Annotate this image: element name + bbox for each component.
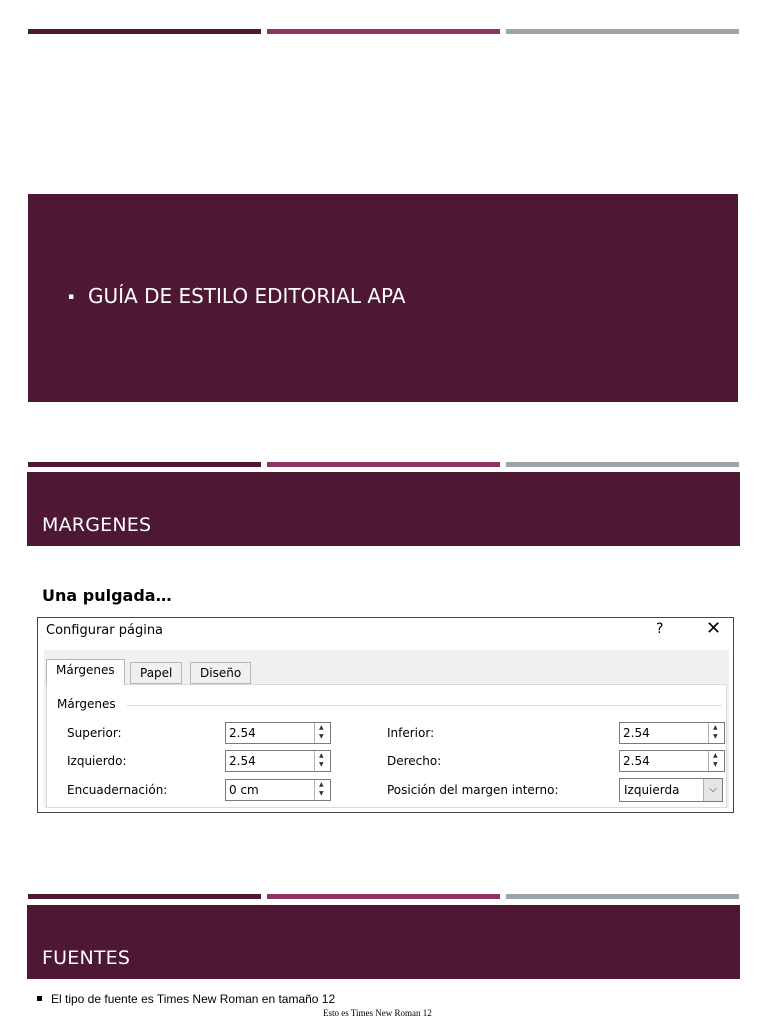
spin-up-icon[interactable]: ▲: [319, 724, 324, 731]
tab-strip: [44, 650, 729, 680]
title-slide-banner: [28, 194, 738, 402]
help-icon[interactable]: ?: [656, 621, 664, 637]
top-stripe-magenta: [267, 29, 500, 34]
fuentes-stripe-magenta: [267, 894, 500, 899]
tab-margenes[interactable]: Márgenes: [46, 659, 125, 685]
inferior-spinner[interactable]: [619, 722, 725, 744]
label-superior: Superior:: [67, 726, 122, 740]
margenes-banner: [27, 472, 740, 546]
spin-up-icon[interactable]: ▲: [319, 781, 324, 788]
dialog-body: [44, 650, 729, 808]
group-divider: [127, 705, 722, 706]
fuentes-stripe-dark: [28, 894, 261, 899]
spin-up-icon[interactable]: ▲: [713, 752, 718, 759]
margenes-title: MARGENES: [42, 514, 152, 536]
title-bullet-icon: ▪: [68, 292, 75, 302]
spin-up-icon[interactable]: ▲: [319, 752, 324, 759]
section-stripe-grey: [506, 462, 739, 467]
spin-down-icon[interactable]: ▼: [319, 733, 324, 740]
spin-up-icon[interactable]: ▲: [713, 724, 718, 731]
inferior-spin-buttons[interactable]: [708, 723, 724, 743]
posicion-select[interactable]: [619, 778, 723, 802]
tab-diseno[interactable]: Diseño: [190, 662, 251, 684]
fuentes-bullet-text: El tipo de fuente es Times New Roman en tamaño 12: [51, 992, 336, 1006]
spin-down-icon[interactable]: ▼: [713, 761, 718, 768]
izquierdo-spin-buttons[interactable]: [314, 751, 330, 771]
dialog-title: Configurar página: [46, 623, 164, 638]
derecho-spinner[interactable]: [619, 750, 725, 772]
tab-papel[interactable]: Papel: [130, 662, 182, 684]
superior-value: 2.54: [229, 726, 256, 740]
superior-spin-buttons[interactable]: [314, 723, 330, 743]
encuadernacion-spinner[interactable]: [225, 779, 331, 801]
encuadernacion-value: 0 cm: [229, 783, 259, 797]
derecho-spin-buttons[interactable]: [708, 751, 724, 771]
derecho-value: 2.54: [623, 754, 650, 768]
label-derecho: Derecho:: [387, 754, 442, 768]
spin-down-icon[interactable]: ▼: [319, 790, 324, 797]
page-setup-dialog: [37, 617, 734, 813]
label-inferior: Inferior:: [387, 726, 435, 740]
label-posicion: Posición del margen interno:: [387, 783, 559, 797]
encuadernacion-spin-buttons[interactable]: [314, 780, 330, 800]
label-encuadernacion: Encuadernación:: [67, 783, 168, 797]
section-stripe-magenta: [267, 462, 500, 467]
chevron-down-icon[interactable]: ⌵: [703, 779, 722, 801]
margenes-subheading: Una pulgada…: [42, 586, 172, 605]
fuentes-bullet: [37, 992, 335, 1006]
square-bullet-icon: [37, 996, 42, 1001]
label-izquierdo: Izquierdo:: [67, 754, 127, 768]
fuentes-banner: [27, 905, 740, 979]
times-new-roman-sample: Esto es Times New Roman 12: [323, 1008, 432, 1018]
fuentes-title: FUENTES: [42, 947, 131, 969]
spin-down-icon[interactable]: ▼: [713, 733, 718, 740]
fuentes-stripe-grey: [506, 894, 739, 899]
spin-down-icon[interactable]: ▼: [319, 761, 324, 768]
top-stripe-grey: [506, 29, 739, 34]
close-icon[interactable]: ✕: [706, 618, 722, 639]
margins-panel: [46, 684, 727, 808]
posicion-value: Izquierda: [624, 783, 680, 797]
group-label-margenes: Márgenes: [57, 697, 120, 711]
section-stripe-dark: [28, 462, 261, 467]
superior-spinner[interactable]: [225, 722, 331, 744]
inferior-value: 2.54: [623, 726, 650, 740]
izquierdo-spinner[interactable]: [225, 750, 331, 772]
top-stripe-dark: [28, 29, 261, 34]
title-slide-heading: GUÍA DE ESTILO EDITORIAL APA: [88, 284, 406, 308]
izquierdo-value: 2.54: [229, 754, 256, 768]
